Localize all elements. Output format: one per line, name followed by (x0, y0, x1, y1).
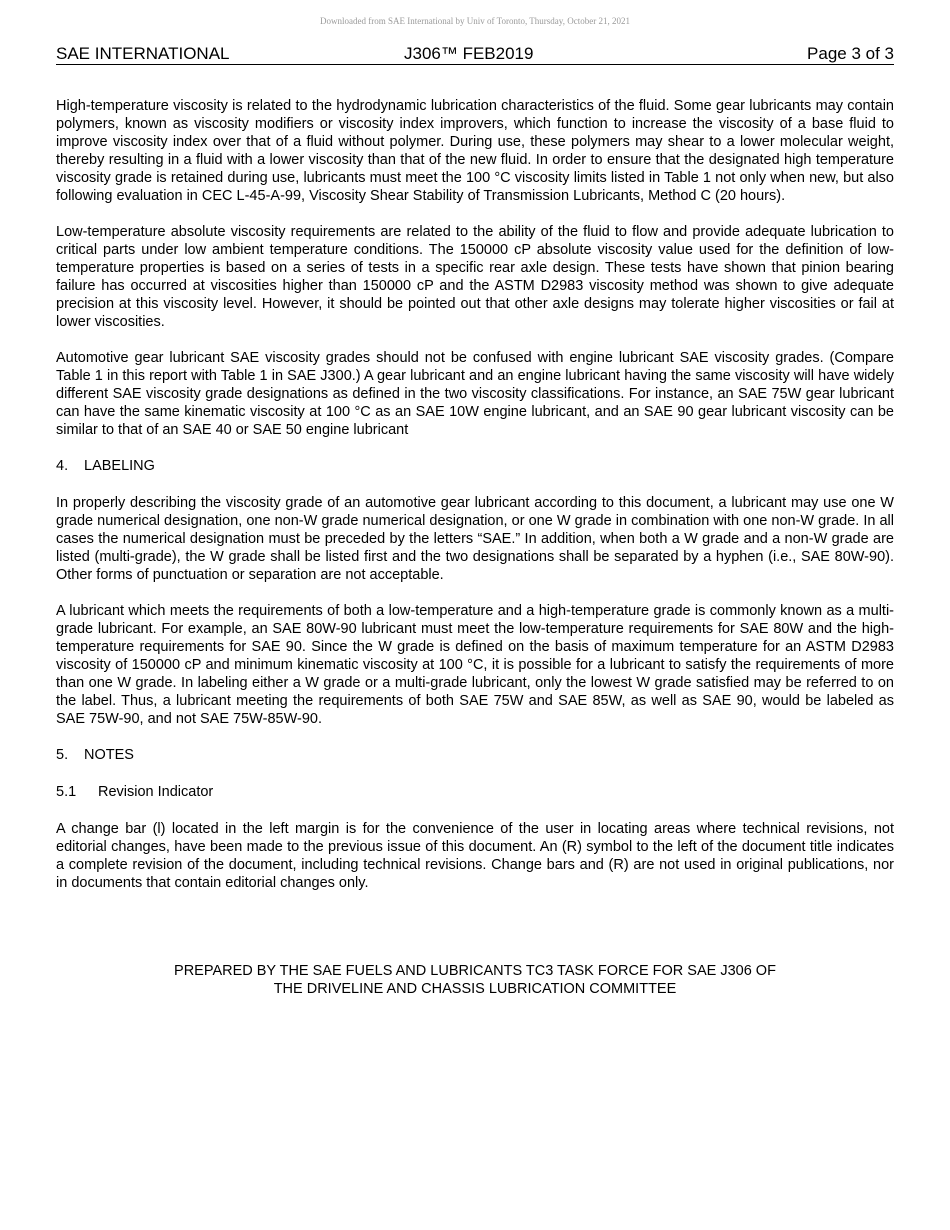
prepared-by-statement (56, 962, 894, 998)
section-title: LABELING (84, 458, 155, 474)
paragraph-high-temperature-viscosity: High-temperature viscosity is related to the hydrodynamic lubrication characteristics of the fluid. Some gear lubricants may contain polymers, known as viscosity modifiers or viscosity index improvers, which function to increase the viscosity of a base fluid to improve viscosity index over that of a fluid without polymer. During use, these polymers may shear to a lower molecular weight, thereby resulting in a fluid with a lower viscosity than that of the new fluid. In order to ensure that the designated high temperature viscosity grade is retained during use, lubricants must meet the 100 °C viscosity limits listed in Table 1 not only when new, but also following evaluation in CEC L-45-A-99, Viscosity Shear Stability of Transmission Lubricants, Method C (20 hours). (56, 98, 894, 204)
subsection-number: 5.1 (56, 784, 77, 800)
prepared-by-line-2: THE DRIVELINE AND CHASSIS LUBRICATION COMMITTEE (273, 981, 677, 997)
document-body (56, 97, 894, 910)
prepared-by-line-1: PREPARED BY THE SAE FUELS AND LUBRICANTS TC3 TASK FORCE FOR SAE J306 OF (174, 963, 776, 979)
section-number: 4. (56, 458, 69, 474)
download-watermark: Downloaded from SAE International by Univ of Toronto, Thursday, October 21, 2021 (320, 16, 630, 26)
section-heading-labeling (56, 457, 894, 475)
paragraph-low-temperature-viscosity: Low-temperature absolute viscosity requirements are related to the ability of the fluid to flow and provide adequate lubrication to critical parts under low ambient temperature conditions. The 150000 cP absolute viscosity value used for the definition of low-temperature properties is based on a series of tests in a specific rear axle design. These tests have shown that pinion bearing failure has occurred at viscosities higher than 150000 cP and the ASTM D2983 viscosity method was shown to give adequate precision at this viscosity level. However, it should be pointed out that other axle designs may tolerate higher viscosities or fail at lower viscosities. (56, 224, 894, 330)
section-number: 5. (56, 747, 69, 763)
header-page-number: Page 3 of 3 (807, 44, 894, 63)
paragraph-labeling-designation: In properly describing the viscosity grade of an automotive gear lubricant according to this document, a lubricant may use one W grade numerical designation, one non-W grade numerical designation, or one W grade in combination with one non-W grade. In all cases the numerical designation must be preceded by the letters “SAE.” In addition, when both a W grade and a non-W grade are listed (multi-grade), the W grade shall be listed first and the two designations shall be separated by a hyphen (i.e., SAE 80W-90). Other forms of punctuation or separation are not acceptable. (56, 495, 894, 583)
subsection-heading-revision-indicator (56, 783, 894, 801)
section-heading-notes (56, 746, 894, 764)
paragraph-revision-indicator: A change bar (l) located in the left margin is for the convenience of the user in locating areas where technical revisions, not editorial changes, have been made to the previous issue of this document. An (R) symbol to the left of the document title indicates a complete revision of the document, including technical revisions. Change bars and (R) are not used in original publications, nor in documents that contain editorial changes only. (56, 821, 894, 891)
paragraph-gear-vs-engine-grades: Automotive gear lubricant SAE viscosity grades should not be confused with engine lubricant SAE viscosity grades. (Compare Table 1 in this report with Table 1 in SAE J300.) A gear lubricant and an engine lubricant having the same viscosity will have widely different SAE viscosity grade designations as defined in the two viscosity classifications. For instance, an SAE 75W gear lubricant can have the same kinematic viscosity at 100 °C as an SAE 10W engine lubricant, and an SAE 90 gear lubricant viscosity can be similar to that of an SAE 40 or SAE 50 engine lubricant (56, 350, 894, 438)
section-title: NOTES (84, 747, 134, 763)
header-document-id: J306™ FEB2019 (404, 44, 534, 63)
page-header (56, 44, 894, 65)
paragraph-multi-grade: A lubricant which meets the requirements of both a low-temperature and a high-temperature grade is commonly known as a multi-grade lubricant. For example, an SAE 80W-90 lubricant must meet the low-temperature requirements for SAE 80W and the high-temperature requirements for SAE 90. Since the W grade is defined on the basis of maximum temperature for an ASTM D2983 viscosity of 150000 cP and minimum kinematic viscosity at 100 °C, it is possible for a lubricant to satisfy the requirements of more than one W grade. In labeling either a W grade or a multi-grade lubricant, only the lowest W grade satisfied may be referred to on the label. Thus, a lubricant meeting the requirements of both SAE 75W and SAE 85W, as well as SAE 90, would be labeled as SAE 75W-90, and not SAE 75W-85W-90. (56, 603, 894, 727)
subsection-title: Revision Indicator (98, 784, 214, 800)
header-organization: SAE INTERNATIONAL (56, 44, 230, 63)
